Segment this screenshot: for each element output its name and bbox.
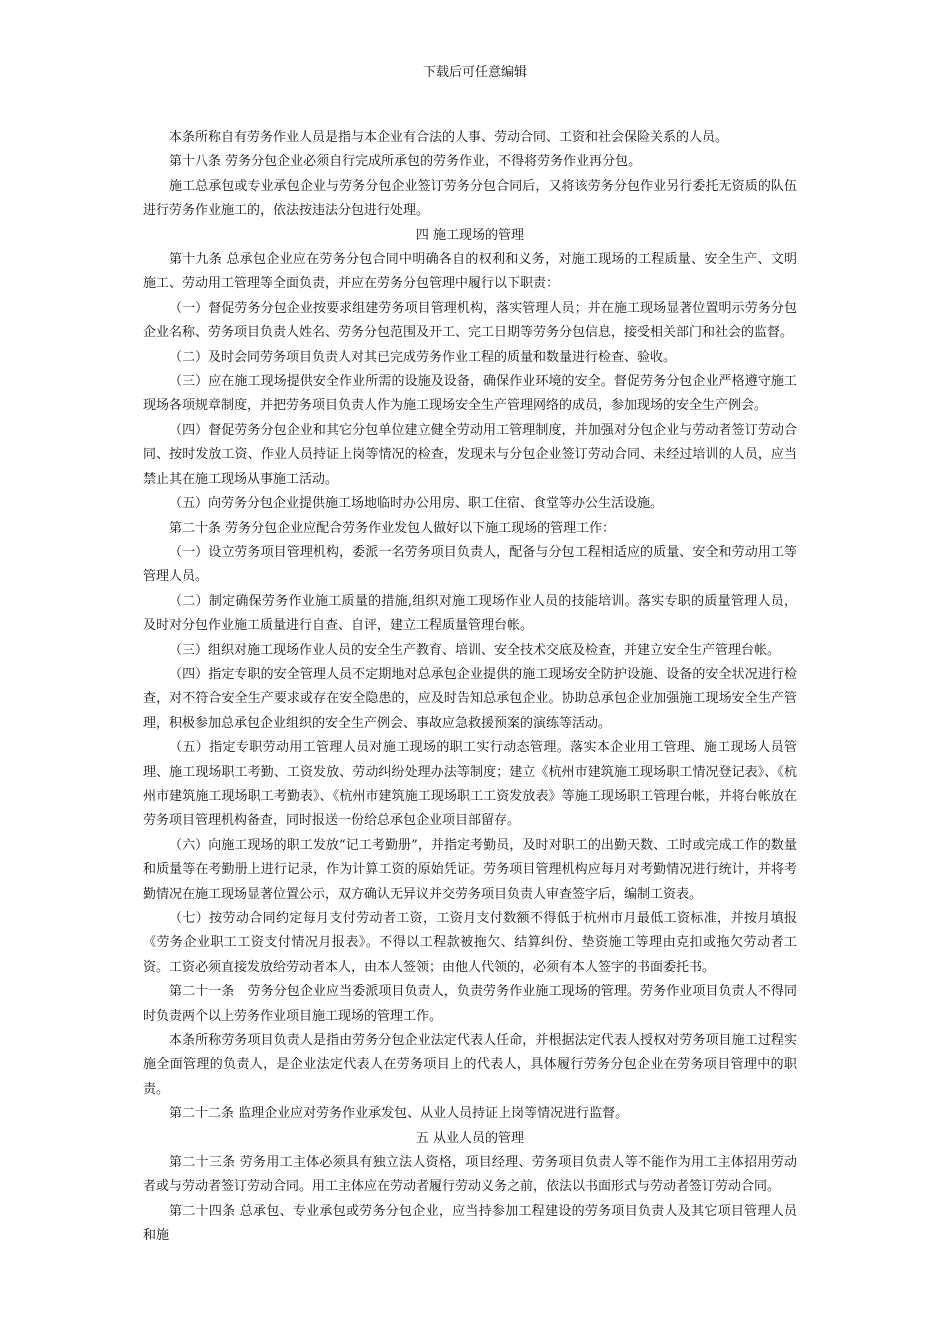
paragraph: 第二十三条 劳务用工主体必须具有独立法人资格，项目经理、劳务项目负责人等不能作为用工主体招用劳动者或与劳动者签订劳动合同。用工主体应在劳动者履行劳动义务之前，依法以书面形式与劳动者签订劳动合同。 — [143, 1155, 797, 1195]
paragraph: （七）按劳动合同约定每月支付劳动者工资，工资月支付数额不得低于杭州市月最低工资标准，并按月填报《劳务企业职工工资支付情况月报表》。不得以工程款被拖欠、结算纠份、垫资施工等理由克扣或拖欠劳动者工资。工资必须直接发放给劳动者本人，由本人签领；由他人代领的，必须有本人签字的书面委托书。 — [143, 911, 797, 975]
paragraph: （一）督促劳务分包企业按要求组建劳务项目管理机构，落实管理人员；并在施工现场显著位置明示劳务分包企业名称、劳务项目负责人姓名、劳务分包范围及开工、完工日期等劳务分包信息，接受相关部门和社会的监督。 — [143, 300, 797, 341]
paragraph: 第二十四条 总承包、专业承包或劳务分包企业，应当持参加工程建设的劳务项目负责人及其它项目管理人员和施 — [143, 1203, 797, 1244]
paragraph: 施工总承包或专业承包企业与劳务分包企业签订劳务分包合同后，又将该劳务分包作业另行委托无资质的队伍进行劳务作业施工的，依法按违法分包进行处理。 — [143, 178, 797, 219]
paragraph: 第十八条 劳务分包企业必须自行完成所承包的劳务作业，不得将劳务作业再分包。 — [169, 154, 642, 170]
paragraph: （五）向劳务分包企业提供施工场地临时办公用房、职工住宿、食堂等办公生活设施。 — [169, 496, 664, 512]
section-heading: 五 从业人员的管理 — [415, 1130, 525, 1146]
paragraph: 第二十条 劳务分包企业应配合劳务作业发包人做好以下施工现场的管理工作： — [169, 520, 616, 536]
paragraph: （三）应在施工现场提供安全作业所需的设施及设备，确保作业环境的安全。督促劳务分包企业严格遵守施工现场各项规章制度，并把劳务项目负责人作为施工现场安全生产管理网络的成员，参加现场的安全生产例会。 — [143, 374, 797, 414]
paragraph: （四）督促劳务分包企业和其它分包单位建立健全劳动用工管理制度，并加强对分包企业与劳动者签订劳动合同、按时发放工资、作业人员持证上岗等情况的检查，发现未与分包企业签订劳动合同、未经过培训的人员，应当禁止其在施工现场从事施工活动。 — [143, 422, 797, 487]
page-header: 下载后可任意编辑 — [422, 65, 527, 80]
paragraph: 第十九条 总承包企业应在劳务分包合同中明确各自的权利和义务，对施工现场的工程质量、安全生产、文明施工、劳动用工管理等全面负责，并应在劳务分包管理中履行以下职责： — [143, 252, 797, 292]
paragraph: （二）及时会同劳务项目负责人对其已完成劳务作业工程的质量和数量进行检查、验收。 — [169, 349, 677, 365]
paragraph: （二）制定确保劳务作业施工质量的措施,组织对施工现场作业人员的技能培训。落实专职的质量管理人员，及时对分包作业施工质量进行自查、自评，建立工程质量管理台帐。 — [143, 593, 797, 634]
document-body — [143, 126, 797, 1249]
paragraph: （四）指定专职的安全管理人员不定期地对总承包企业提供的施工现场安全防护设施、设备的安全状况进行检查，对不符合安全生产要求或存在安全隐患的，应及时告知总承包企业。协助总承包企业加强施工现场安全生产管理，积极参加总承包企业组织的安全生产例会、事故应急救援预案的演练等活动。 — [143, 666, 797, 731]
paragraph: 第二十二条 监理企业应对劳务作业承发包、从业人员持证上岗等情况进行监督。 — [169, 1106, 629, 1122]
paragraph: （六）向施工现场的职工发放“记工考勤册”，并指定考勤员，及时对职工的出勤天数、工时或完成工作的数量和质量等在考勤册上进行记录，作为计算工资的原始凭证。劳务项目管理机构应每月对考勤情况进行统计，并将考勤情况在施工现场显著位置公示，双方确认无异议并交劳务项目负责人审查签字后，编制工资表。 — [143, 837, 797, 902]
paragraph: 本条所称自有劳务作业人员是指与本企业有合法的人事、劳动合同、工资和社会保险关系的人员。 — [169, 130, 729, 145]
paragraph: （一）设立劳务项目管理机构，委派一名劳务项目负责人，配备与分包工程相适应的质量、安全和劳动用工等管理人员。 — [143, 544, 797, 585]
paragraph: （三）组织对施工现场作业人员的安全生产教育、培训、安全技术交底及检查，并建立安全生产管理台帐。 — [169, 642, 781, 658]
section-heading: 四 施工现场的管理 — [415, 227, 525, 243]
paragraph: 第二十一条 劳务分包企业应当委派项目负责人，负责劳务作业施工现场的管理。劳务作业项目负责人不得同时负责两个以上劳务作业项目施工现场的管理工作。 — [143, 984, 797, 1024]
paragraph: （五）指定专职劳动用工管理人员对施工现场的职工实行动态管理。落实本企业用工管理、施工现场人员管理、施工现场职工考勤、工资发放、劳动纠纷处理办法等制度；建立《杭州市建筑施工现场职工情况登记表》、《杭州市建筑施工现场职工考勤表》、《杭州市建筑施工现场职工工资发放表》等施工现场职工管理台帐，并将台帐放在劳务项目管理机构备查，同时报送一份给总承包企业项目部留存。 — [143, 740, 797, 829]
paragraph: 本条所称劳务项目负责人是指由劳务分包企业法定代表人任命，并根据法定代表人授权对劳务项目施工过程实施全面管理的负责人，是企业法定代表人在劳务项目上的代表人，具体履行劳务分包企业在劳务项目管理中的职责。 — [143, 1033, 797, 1097]
